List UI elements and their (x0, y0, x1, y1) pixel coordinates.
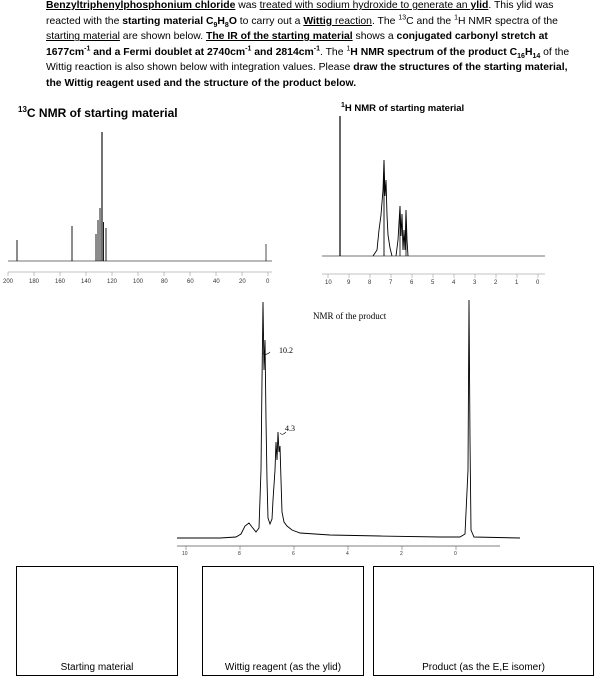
integration-value: 10.2 (279, 346, 293, 355)
h1-tick: 2 (494, 280, 498, 286)
product-tick: 6 (292, 551, 295, 557)
integration-value: 4.3 (285, 424, 295, 433)
c13-tick: 160 (55, 279, 66, 285)
product-tick: 8 (238, 551, 241, 557)
starting-material-answer-box[interactable] (16, 566, 178, 676)
product-tick: 0 (454, 551, 457, 557)
c13-tick: 200 (3, 279, 14, 285)
h1-tick: 0 (536, 280, 540, 286)
product-label: Product (as the E,E isomer) (422, 662, 545, 673)
wittig-reagent-answer-box[interactable] (202, 566, 364, 676)
h1-spectrum (322, 116, 545, 278)
product-tick: 10 (182, 551, 188, 557)
reagent-name: Benzyltriphenylphosphonium chloride (46, 0, 236, 11)
h1-tick: 10 (325, 280, 332, 286)
c13-tick: 140 (81, 279, 92, 285)
h1-tick: 6 (410, 280, 414, 286)
c13-tick: 20 (239, 279, 246, 285)
h1-tick: 8 (368, 280, 372, 286)
c13-tick: 40 (213, 279, 220, 285)
product-tick: 2 (400, 551, 403, 557)
product-spectrum-title: NMR of the product (313, 311, 387, 321)
wittig-reagent-label: Wittig reagent (as the ylid) (224, 662, 342, 673)
h1-aromatic-multiplet (373, 160, 392, 256)
c13-spectrum-title: $^{13}$C NMR of starting material (18, 105, 178, 120)
h1-spectrum-title: $^1$H NMR of starting material (341, 101, 465, 114)
h1-tick: 9 (347, 280, 351, 286)
h1-tick: 1 (515, 280, 519, 286)
h1-tick: 5 (431, 280, 435, 286)
product-spectrum (177, 300, 520, 550)
c13-tick: 60 (187, 279, 194, 285)
product-spectrum-trace (177, 300, 520, 538)
c13-tick: 0 (266, 279, 270, 285)
c13-tick: 180 (29, 279, 40, 285)
c13-tick: 100 (133, 279, 144, 285)
h1-tick: 4 (452, 280, 456, 286)
c13-tick: 120 (107, 279, 118, 285)
starting-material-label: Starting material (60, 662, 134, 673)
product-answer-box[interactable] (373, 566, 594, 676)
h1-tick: 3 (473, 280, 477, 286)
c13-tick: 80 (161, 279, 168, 285)
h1-tick: 7 (389, 280, 393, 286)
question-text: Benzyltriphenylphosphonium chloride was treated with sodium hydroxide to generate an ylid. This ylid was reacted with the starting material $C_9H_8O$ to carry out a Wittig reaction. The $^{13}$C and the $^1$H NMR spectra of the starting material are shown below. The IR of the starting material shows a conjugated carbonyl stretch at $1677cm^{-1}$ and a Fermi doublet at $2740cm^{-1}$ and $2814cm^{-1}$. The $^1$H NMR spectrum of the product $C_{16}H_{14}$ of the Wittig reaction is also shown below with integration values. Please draw the structures of the starting material, the Wittig reagent used and the structure of the product below. (46, 0, 570, 89)
product-tick: 4 (346, 551, 349, 557)
c13-spectrum (8, 132, 272, 276)
